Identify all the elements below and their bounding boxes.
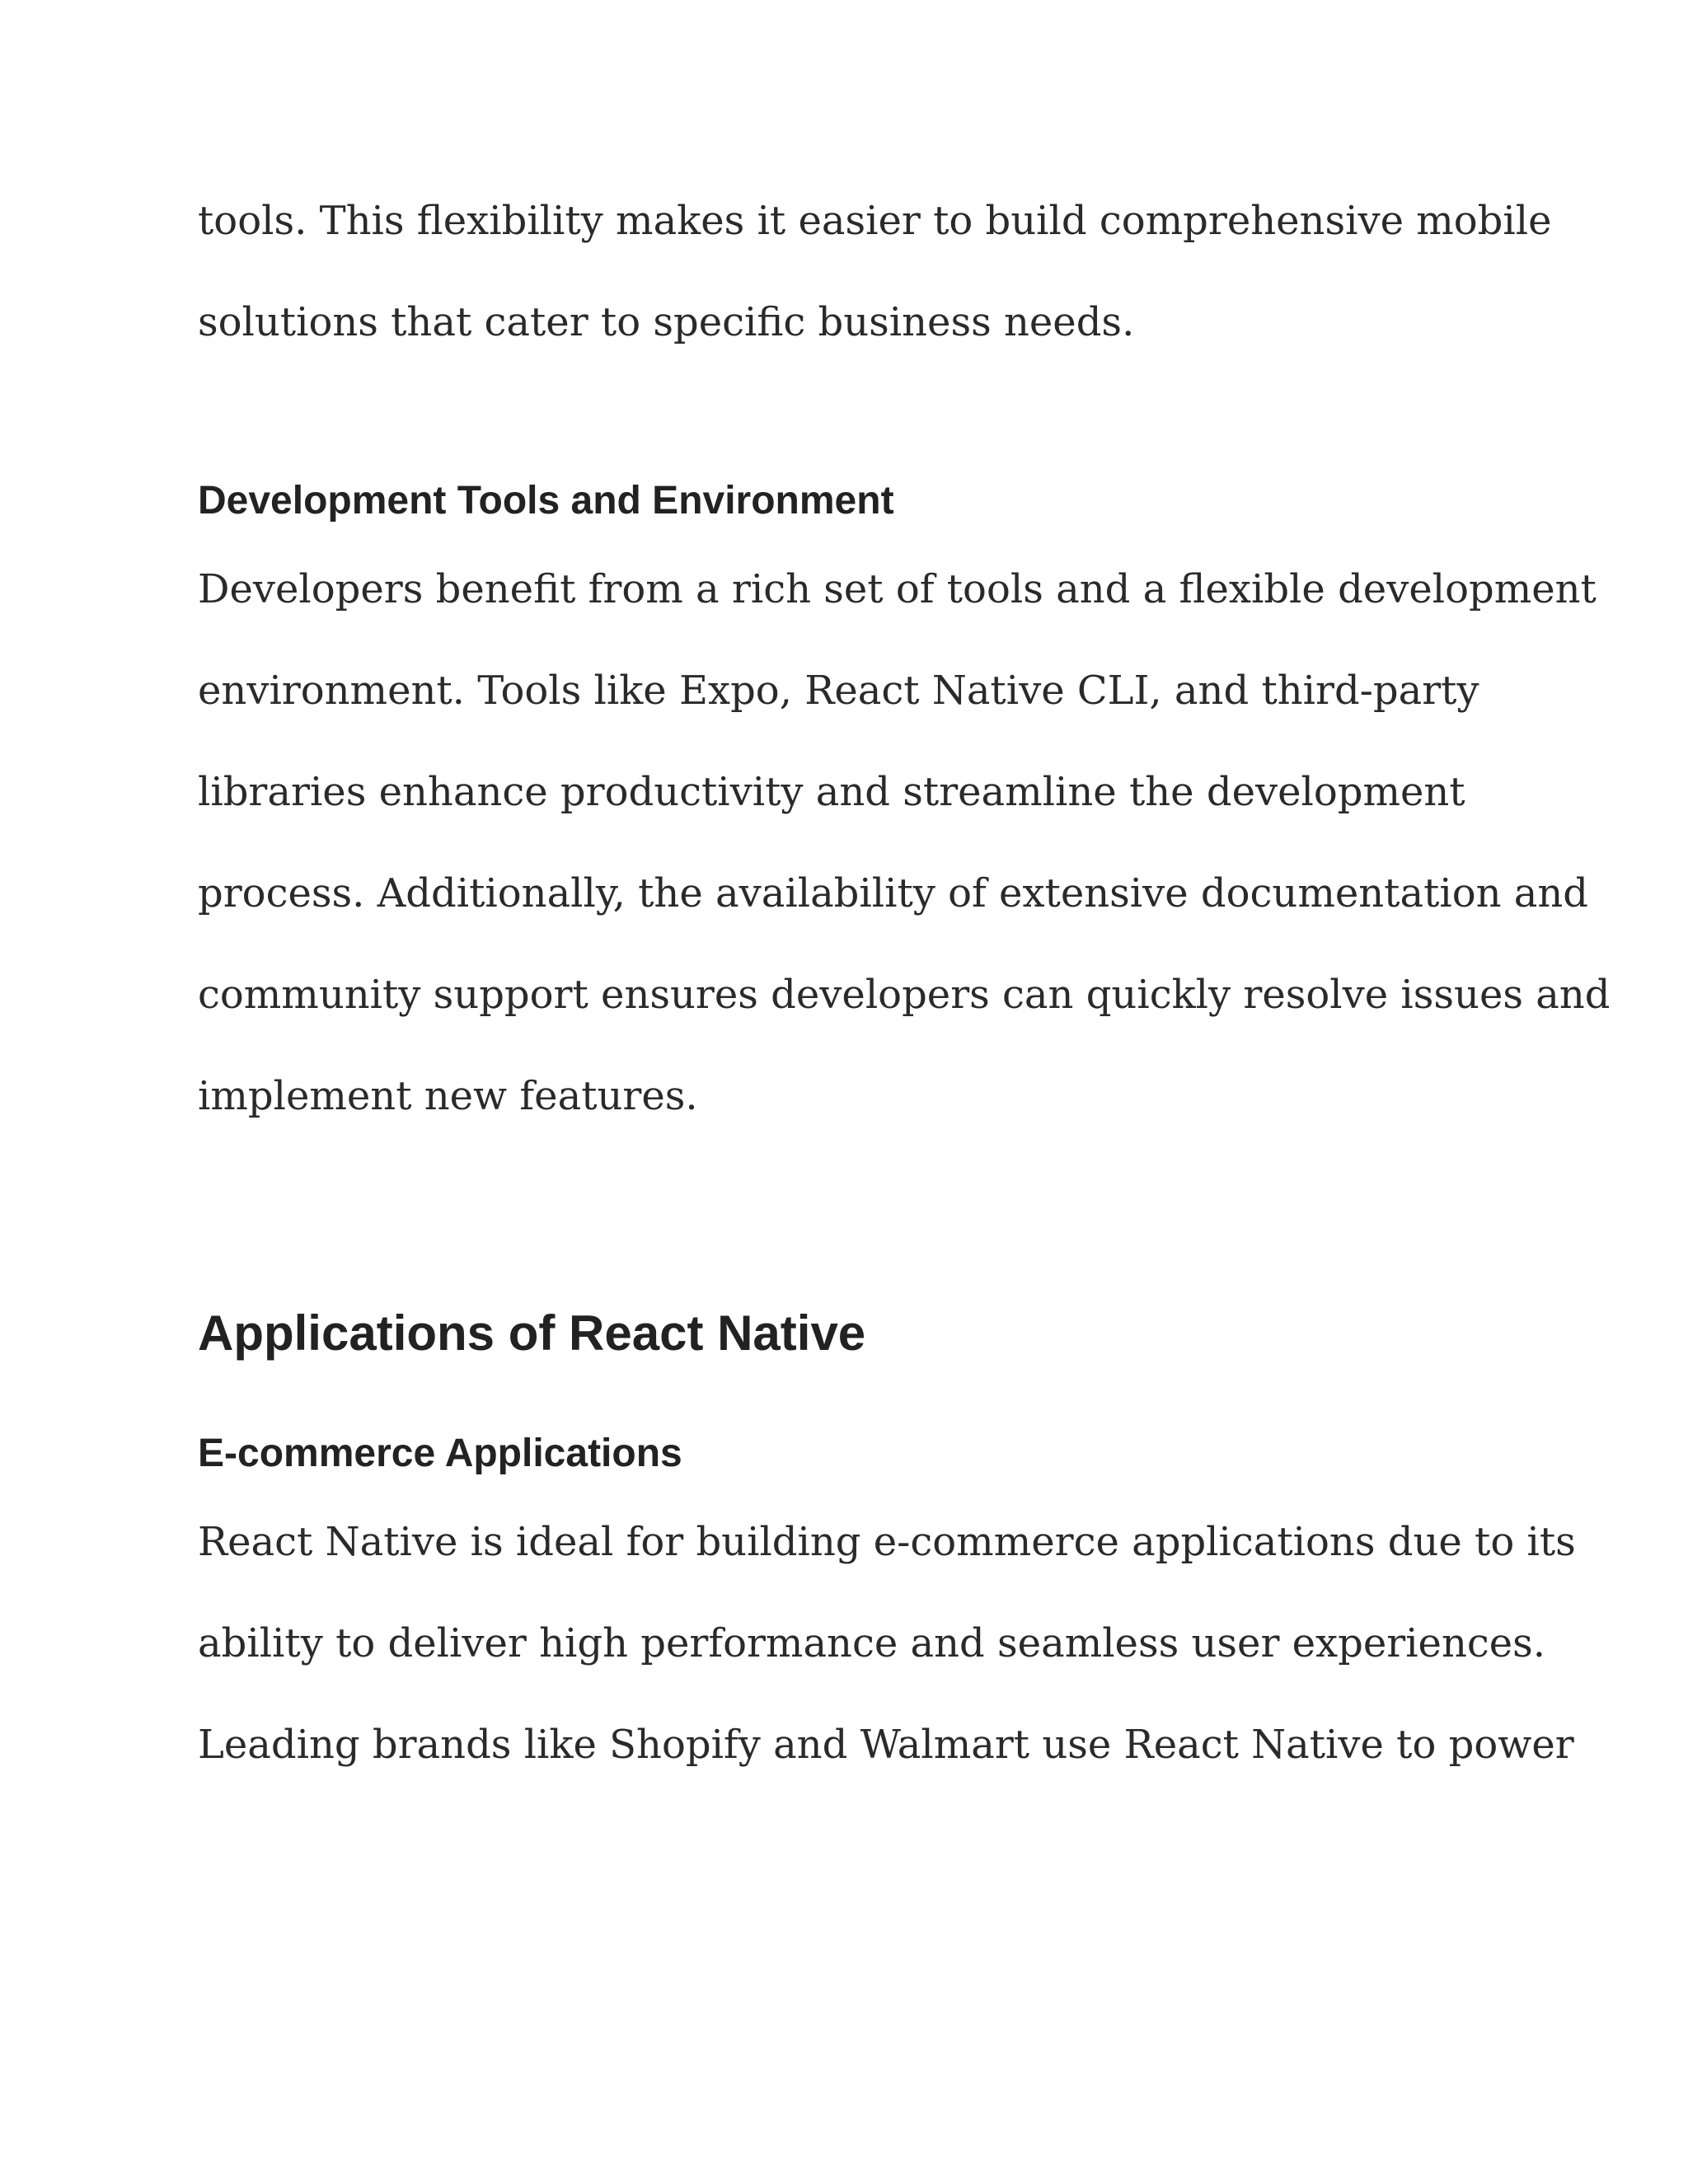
paragraph-line: implement new features.: [198, 1073, 698, 1119]
paragraph-line: tools. This flexibility makes it easier to build comprehensive mobile: [198, 198, 1552, 244]
subsection-heading-ecommerce: E-commerce Applications: [198, 1432, 682, 1475]
paragraph-line: environment. Tools like Expo, React Native CLI, and third-party: [198, 668, 1479, 714]
paragraph-line: process. Additionally, the availability of extensive documentation and: [198, 870, 1589, 916]
section-heading-development-tools: Development Tools and Environment: [198, 479, 894, 523]
paragraph-line: Leading brands like Shopify and Walmart use React Native to power: [198, 1722, 1574, 1768]
paragraph-line: libraries enhance productivity and streamline the development: [198, 769, 1465, 815]
paragraph-line: React Native is ideal for building e-commerce applications due to its: [198, 1519, 1576, 1565]
paragraph-line: solutions that cater to specific business needs.: [198, 299, 1135, 345]
paragraph-line: Developers benefit from a rich set of tools and a flexible development: [198, 566, 1597, 612]
paragraph-line: community support ensures developers can quickly resolve issues and: [198, 972, 1611, 1018]
paragraph-line: ability to deliver high performance and seamless user experiences.: [198, 1620, 1546, 1666]
section-heading-applications: Applications of React Native: [198, 1305, 866, 1361]
